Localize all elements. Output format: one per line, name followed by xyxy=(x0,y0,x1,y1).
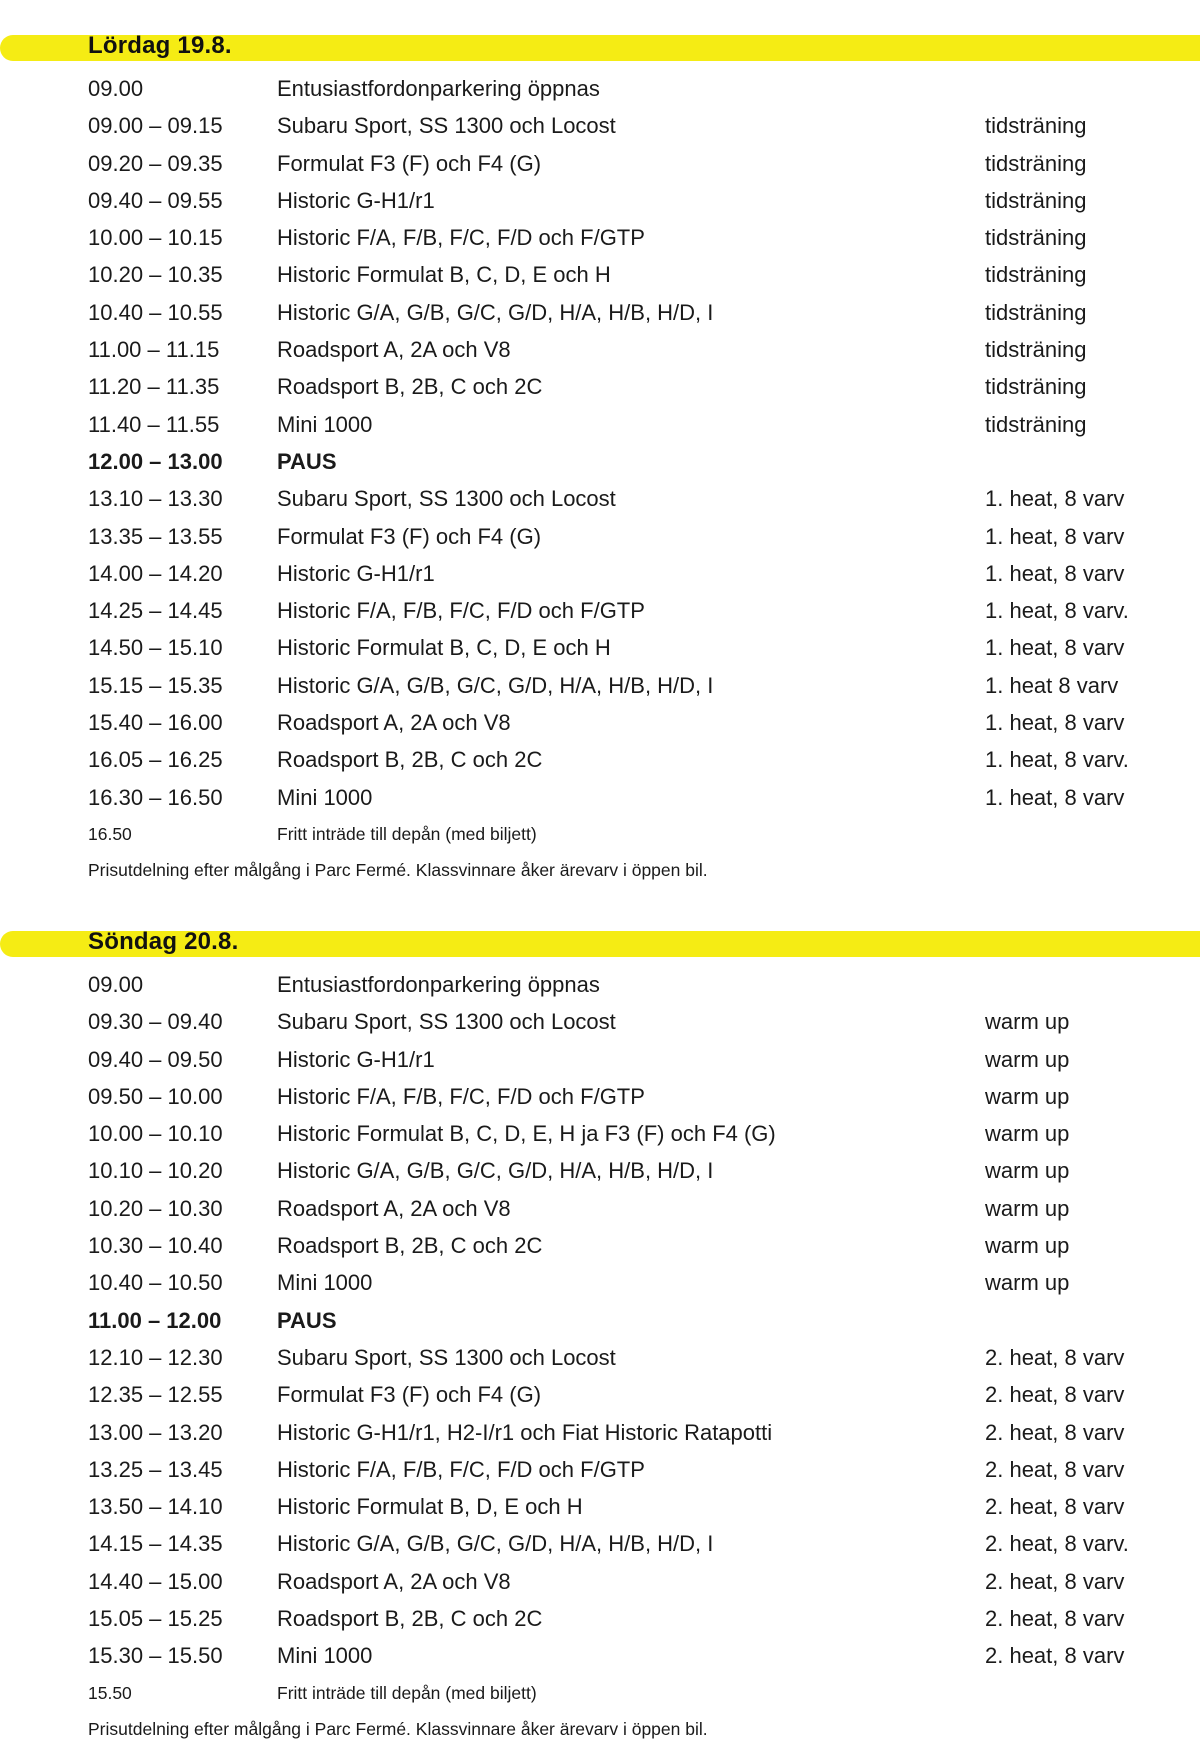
row-session: 1. heat, 8 varv. xyxy=(985,598,1129,624)
row-session: 2. heat, 8 varv xyxy=(985,1456,1125,1482)
schedule-row xyxy=(0,1115,1200,1152)
row-time: 11.00 – 11.15 xyxy=(88,337,220,363)
schedule-row xyxy=(0,480,1200,517)
schedule-row xyxy=(0,1003,1200,1040)
row-event: Subaru Sport, SS 1300 och Locost xyxy=(277,113,616,139)
schedule-note xyxy=(0,1675,1200,1711)
row-session: tidsträning xyxy=(985,225,1087,251)
row-time: 10.00 – 10.15 xyxy=(88,225,223,251)
schedule-row xyxy=(0,331,1200,368)
row-event: Historic F/A, F/B, F/C, F/D och F/GTP xyxy=(277,598,645,624)
schedule-row xyxy=(0,1041,1200,1078)
row-time: 09.40 – 09.55 xyxy=(88,187,223,213)
row-event: Formulat F3 (F) och F4 (G) xyxy=(277,523,542,549)
row-time: 16.30 – 16.50 xyxy=(88,784,223,810)
row-time: 09.50 – 10.00 xyxy=(88,1083,223,1109)
schedule-row xyxy=(0,368,1200,405)
row-session: 1. heat, 8 varv xyxy=(985,784,1125,810)
schedule-row xyxy=(0,1078,1200,1115)
schedule-row xyxy=(0,1637,1200,1674)
schedule-row xyxy=(0,1488,1200,1525)
row-session: tidsträning xyxy=(985,150,1087,176)
row-session: 2. heat, 8 varv xyxy=(985,1568,1125,1594)
row-session: warm up xyxy=(985,1046,1070,1072)
schedule-row xyxy=(0,629,1200,666)
row-event: Roadsport A, 2A och V8 xyxy=(277,1195,511,1221)
row-event: Roadsport A, 2A och V8 xyxy=(277,710,511,736)
row-time: 09.00 – 09.15 xyxy=(88,113,223,139)
row-session: 1. heat, 8 varv. xyxy=(985,747,1129,773)
schedule-row xyxy=(0,1414,1200,1451)
schedule-row xyxy=(0,1227,1200,1264)
row-event: Mini 1000 xyxy=(277,1270,373,1296)
row-event: Mini 1000 xyxy=(277,1643,373,1669)
row-event: Historic F/A, F/B, F/C, F/D och F/GTP xyxy=(277,1083,645,1109)
note-text: Fritt inträde till depån (med biljett) xyxy=(277,1682,537,1703)
row-event: Roadsport B, 2B, C och 2C xyxy=(277,1233,543,1259)
schedule-row xyxy=(0,294,1200,331)
schedule-row xyxy=(0,518,1200,555)
note-text: Fritt inträde till depån (med biljett) xyxy=(277,823,537,844)
schedule-row xyxy=(0,256,1200,293)
row-session: tidsträning xyxy=(985,337,1087,363)
row-event: Historic G-H1/r1 xyxy=(277,187,435,213)
row-event: Historic G-H1/r1 xyxy=(277,560,435,586)
row-event: Historic G/A, G/B, G/C, G/D, H/A, H/B, H/D, I xyxy=(277,299,714,325)
row-session: warm up xyxy=(985,1121,1070,1147)
schedule-row xyxy=(0,182,1200,219)
row-event: Formulat F3 (F) och F4 (G) xyxy=(277,150,542,176)
day-sunday xyxy=(0,930,1200,1747)
row-event: Historic G/A, G/B, G/C, G/D, H/A, H/B, H/D, I xyxy=(277,1158,714,1184)
row-session: 2. heat, 8 varv xyxy=(985,1494,1125,1520)
row-time: 13.50 – 14.10 xyxy=(88,1494,223,1520)
row-session: 2. heat, 8 varv xyxy=(985,1643,1125,1669)
row-time: 13.25 – 13.45 xyxy=(88,1456,223,1482)
row-session: 1. heat, 8 varv xyxy=(985,486,1125,512)
row-session: warm up xyxy=(985,1195,1070,1221)
row-event: Historic G/A, G/B, G/C, G/D, H/A, H/B, H/D, I xyxy=(277,672,714,698)
row-time: 14.50 – 15.10 xyxy=(88,635,223,661)
schedule-row xyxy=(0,741,1200,778)
row-session: warm up xyxy=(985,1083,1070,1109)
row-event: Roadsport A, 2A och V8 xyxy=(277,1568,511,1594)
row-session: 2. heat, 8 varv xyxy=(985,1606,1125,1632)
schedule-row xyxy=(0,1190,1200,1227)
schedule-list-saturday xyxy=(0,70,1200,888)
schedule-row xyxy=(0,966,1200,1003)
row-event: Historic F/A, F/B, F/C, F/D och F/GTP xyxy=(277,225,645,251)
day-header-saturday xyxy=(0,34,1200,68)
row-event: Entusiastfordonparkering öppnas xyxy=(277,76,600,101)
schedule-row xyxy=(0,70,1200,107)
schedule-row xyxy=(0,1264,1200,1301)
row-time: 11.20 – 11.35 xyxy=(88,374,220,400)
row-event: Roadsport B, 2B, C och 2C xyxy=(277,374,543,400)
row-event: Subaru Sport, SS 1300 och Locost xyxy=(277,1344,616,1370)
row-event: Historic Formulat B, D, E och H xyxy=(277,1494,583,1520)
row-time: 09.00 xyxy=(88,76,144,101)
schedule-row xyxy=(0,704,1200,741)
row-time: 14.40 – 15.00 xyxy=(88,1568,223,1594)
row-session: tidsträning xyxy=(985,262,1087,288)
schedule-row xyxy=(0,1376,1200,1413)
row-session: tidsträning xyxy=(985,113,1087,139)
row-time: 14.15 – 14.35 xyxy=(88,1531,223,1557)
row-session: warm up xyxy=(985,1009,1070,1035)
row-time: 13.10 – 13.30 xyxy=(88,486,223,512)
row-session: 1. heat, 8 varv xyxy=(985,523,1125,549)
row-session: tidsträning xyxy=(985,299,1087,325)
row-session: 1. heat, 8 varv xyxy=(985,560,1125,586)
row-time: 10.10 – 10.20 xyxy=(88,1158,223,1184)
day-title: Söndag 20.8. xyxy=(88,928,239,955)
prize-footer: Prisutdelning efter målgång i Parc Fermé. Klassvinnare åker ärevarv i öppen bil. xyxy=(88,1718,708,1739)
schedule-row xyxy=(0,145,1200,182)
row-event: Historic Formulat B, C, D, E och H xyxy=(277,262,611,288)
row-event: Entusiastfordonparkering öppnas xyxy=(277,972,600,997)
row-session: 2. heat, 8 varv. xyxy=(985,1531,1129,1557)
schedule-row xyxy=(0,1451,1200,1488)
row-session: 1. heat 8 varv xyxy=(985,672,1119,698)
row-event: PAUS xyxy=(277,1307,337,1333)
row-time: 10.20 – 10.30 xyxy=(88,1195,223,1221)
row-session: warm up xyxy=(985,1233,1070,1259)
row-time: 10.00 – 10.10 xyxy=(88,1121,223,1147)
row-time: 09.30 – 09.40 xyxy=(88,1009,223,1035)
row-time: 12.10 – 12.30 xyxy=(88,1344,223,1370)
row-time: 10.40 – 10.50 xyxy=(88,1270,223,1296)
row-session: warm up xyxy=(985,1158,1070,1184)
note-time: 15.50 xyxy=(88,1682,132,1703)
row-session: warm up xyxy=(985,1270,1070,1296)
row-event: Formulat F3 (F) och F4 (G) xyxy=(277,1382,542,1408)
day-title: Lördag 19.8. xyxy=(88,32,232,59)
row-event: Roadsport B, 2B, C och 2C xyxy=(277,747,543,773)
row-event: Roadsport A, 2A och V8 xyxy=(277,337,511,363)
day-saturday xyxy=(0,34,1200,888)
row-session: tidsträning xyxy=(985,374,1087,400)
row-time: 14.25 – 14.45 xyxy=(88,598,223,624)
row-event: Historic G-H1/r1 xyxy=(277,1046,435,1072)
row-event: Historic F/A, F/B, F/C, F/D och F/GTP xyxy=(277,1456,645,1482)
schedule-row xyxy=(0,1525,1200,1562)
row-session: 2. heat, 8 varv xyxy=(985,1419,1125,1445)
prize-footer: Prisutdelning efter målgång i Parc Fermé. Klassvinnare åker ärevarv i öppen bil. xyxy=(88,859,708,880)
row-event: Mini 1000 xyxy=(277,784,373,810)
row-time: 12.35 – 12.55 xyxy=(88,1382,223,1408)
row-event: PAUS xyxy=(277,448,337,474)
row-time: 15.40 – 16.00 xyxy=(88,710,223,736)
row-event: Subaru Sport, SS 1300 och Locost xyxy=(277,486,616,512)
row-session: 1. heat, 8 varv xyxy=(985,710,1125,736)
row-event: Historic G-H1/r1, H2-I/r1 och Fiat Historic Ratapotti xyxy=(277,1419,773,1445)
row-time: 15.05 – 15.25 xyxy=(88,1606,223,1632)
row-time: 16.05 – 16.25 xyxy=(88,747,223,773)
note-time: 16.50 xyxy=(88,823,132,844)
row-session: 2. heat, 8 varv xyxy=(985,1344,1125,1370)
row-time: 15.30 – 15.50 xyxy=(88,1643,223,1669)
row-time: 10.30 – 10.40 xyxy=(88,1233,223,1259)
schedule-row xyxy=(0,219,1200,256)
row-time: 13.00 – 13.20 xyxy=(88,1419,223,1445)
day-header-sunday xyxy=(0,930,1200,964)
row-time: 10.20 – 10.35 xyxy=(88,262,223,288)
schedule-note xyxy=(0,816,1200,852)
row-event: Historic Formulat B, C, D, E och H xyxy=(277,635,611,661)
schedule-row xyxy=(0,779,1200,816)
row-event: Historic Formulat B, C, D, E, H ja F3 (F) och F4 (G) xyxy=(277,1121,776,1147)
row-time: 13.35 – 13.55 xyxy=(88,523,223,549)
schedule-row xyxy=(0,592,1200,629)
row-time: 09.20 – 09.35 xyxy=(88,150,223,176)
schedule-row xyxy=(0,1600,1200,1637)
schedule-row xyxy=(0,1152,1200,1189)
schedule-row xyxy=(0,107,1200,144)
schedule-row xyxy=(0,406,1200,443)
row-event: Roadsport B, 2B, C och 2C xyxy=(277,1606,543,1632)
row-session: 1. heat, 8 varv xyxy=(985,635,1125,661)
row-time: 09.40 – 09.50 xyxy=(88,1046,223,1072)
row-time: 12.00 – 13.00 xyxy=(88,448,223,474)
schedule-row xyxy=(0,1563,1200,1600)
row-time: 15.15 – 15.35 xyxy=(88,672,223,698)
row-time: 14.00 – 14.20 xyxy=(88,560,223,586)
schedule-row-pause xyxy=(0,443,1200,480)
row-time: 11.00 – 12.00 xyxy=(88,1307,222,1333)
row-session: tidsträning xyxy=(985,411,1087,437)
row-session: 2. heat, 8 varv xyxy=(985,1382,1125,1408)
row-time: 11.40 – 11.55 xyxy=(88,411,220,437)
row-event: Historic G/A, G/B, G/C, G/D, H/A, H/B, H/D, I xyxy=(277,1531,714,1557)
schedule-list-sunday xyxy=(0,966,1200,1747)
row-event: Subaru Sport, SS 1300 och Locost xyxy=(277,1009,616,1035)
schedule-row xyxy=(0,555,1200,592)
schedule-row-pause xyxy=(0,1302,1200,1339)
row-time: 09.00 xyxy=(88,972,144,997)
row-event: Mini 1000 xyxy=(277,411,373,437)
row-time: 10.40 – 10.55 xyxy=(88,299,223,325)
schedule-row xyxy=(0,1339,1200,1376)
schedule-row xyxy=(0,667,1200,704)
row-session: tidsträning xyxy=(985,187,1087,213)
